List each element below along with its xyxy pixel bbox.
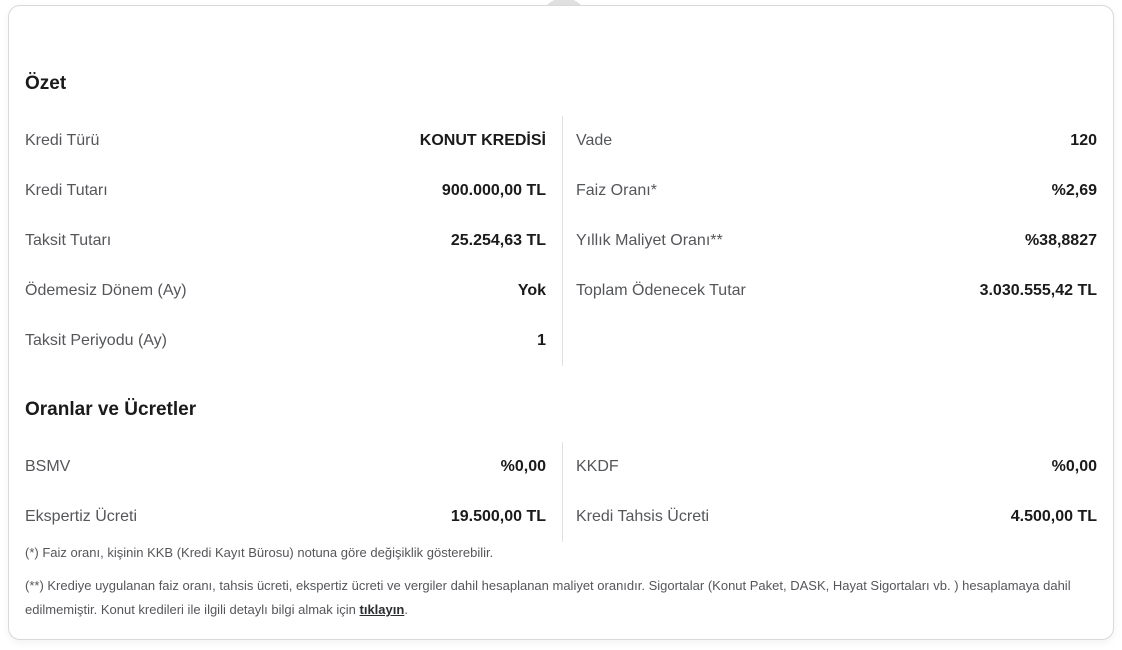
fees-left-column [25,442,563,542]
row-label: Toplam Ödenecek Tutar [576,282,746,299]
row-label: Kredi Türü [25,132,100,149]
row-label: Faiz Oranı* [576,182,657,199]
row-value: %38,8827 [1024,232,1097,249]
row-faiz-orani [576,166,1097,216]
row-taksit-periyodu [25,316,546,366]
row-label: Yıllık Maliyet Oranı** [576,232,723,249]
summary-grid [25,116,1097,366]
row-taksit-tutari [25,216,546,266]
row-value: %2,69 [1051,182,1097,199]
footnote-cost-rate-suffix: . [404,602,408,617]
row-label: Vade [576,132,613,149]
row-value: Yok [517,282,546,299]
row-label: Kredi Tahsis Ücreti [576,508,710,525]
row-value: 900.000,00 TL [441,182,546,199]
row-value: 4.500,00 TL [1010,508,1097,525]
row-odemesiz-donem [25,266,546,316]
row-value: KONUT KREDİSİ [419,132,546,149]
row-value: 1 [537,332,546,349]
row-vade [576,116,1097,166]
row-bsmv [25,442,546,492]
row-value: 25.254,63 TL [450,232,546,249]
row-label: Taksit Periyodu (Ay) [25,332,167,349]
row-label: BSMV [25,458,71,475]
row-label: Ekspertiz Ücreti [25,508,138,525]
footnote-cost-rate [25,574,1097,622]
row-value: %0,00 [1051,458,1097,475]
fees-grid [25,442,1097,542]
row-label: Kredi Tutarı [25,182,108,199]
summary-section-title: Özet [25,73,67,94]
row-toplam-odenecek-tutar [576,266,1097,316]
row-yillik-maliyet-orani [576,216,1097,266]
summary-left-column [25,116,563,366]
row-label: Ödemesiz Dönem (Ay) [25,282,187,299]
row-ekspertiz-ucreti [25,492,546,542]
row-kredi-tahsis-ucreti [576,492,1097,542]
loan-summary-card [8,5,1114,640]
fees-right-column [563,442,1097,542]
tiklayin-link[interactable]: tıklayın [359,602,405,617]
summary-right-column [563,116,1097,366]
row-value: %0,00 [500,458,546,475]
footnote-interest-rate: (*) Faiz oranı, kişinin KKB (Kredi Kayıt Bürosu) notuna göre değişiklik gösterebilir. [25,545,494,560]
row-value: 19.500,00 TL [450,508,546,525]
row-kkdf [576,442,1097,492]
row-value: 120 [1070,132,1097,149]
row-kredi-turu [25,116,546,166]
footnote-cost-rate-text: (**) Krediye uygulanan faiz oranı, tahsis ücreti, ekspertiz ücreti ve vergiler dahil hesaplanan maliyet oranıdır. Sigortalar (Konut Paket, DASK, Hayat Sigortaları vb. ) hesaplamaya dahil edilmemiştir. Konut kredileri ile ilgili detaylı bilgi almak için [25,578,1071,617]
row-label: KKDF [576,458,619,475]
fees-section-title: Oranlar ve Ücretler [25,399,197,420]
row-label: Taksit Tutarı [25,232,112,249]
row-kredi-tutari [25,166,546,216]
row-value: 3.030.555,42 TL [979,282,1097,299]
